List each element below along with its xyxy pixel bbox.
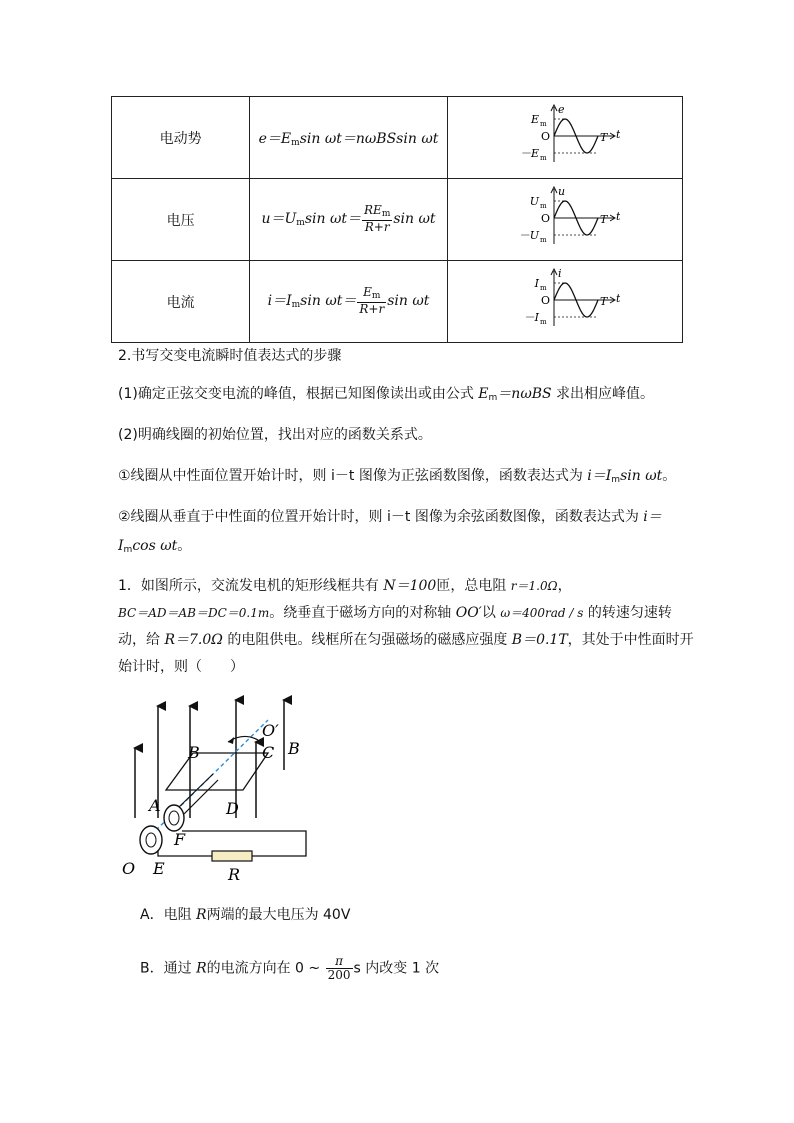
problem-text: 。绕垂直于磁场方向的对称轴 bbox=[269, 605, 456, 621]
label-o-prime: O′ bbox=[262, 721, 279, 740]
formula-amp-sub: m bbox=[291, 137, 300, 148]
problem-text: 的转速匀速转 bbox=[583, 605, 672, 621]
label-r: R bbox=[228, 865, 241, 884]
option-a-label: A．电阻 bbox=[140, 907, 197, 923]
problem-text: 1．如图所示，交流发电机的矩形线框共有 bbox=[118, 578, 384, 594]
graph-t-label: t bbox=[615, 127, 620, 141]
table-row bbox=[112, 97, 683, 179]
step-1 bbox=[118, 384, 678, 408]
graph-min-label: －U bbox=[518, 228, 539, 242]
graph-origin-label: O bbox=[540, 129, 550, 143]
case-2-end: 。 bbox=[177, 538, 192, 554]
quantity-graph bbox=[447, 179, 682, 261]
formula-amp: E bbox=[280, 130, 292, 147]
coil-frame bbox=[166, 753, 268, 790]
graph-max-label: U bbox=[529, 194, 539, 208]
formula-tail: sin ωt bbox=[393, 211, 436, 228]
problem-line-3 bbox=[118, 630, 694, 650]
turns-value: N＝100 bbox=[383, 578, 437, 594]
sine-graph bbox=[510, 104, 620, 168]
option-b-label: B．通过 bbox=[140, 960, 197, 977]
label-o: O bbox=[122, 859, 136, 878]
graph-min-sub: m bbox=[539, 153, 547, 162]
formula-wt: ωt bbox=[324, 130, 342, 147]
step-2: (2)明确线圈的初始位置，找出对应的函数关系式。 bbox=[118, 427, 432, 443]
table-row bbox=[112, 261, 683, 343]
quantity-name: 电流 bbox=[112, 261, 250, 343]
formula-amp-sub: m bbox=[296, 218, 305, 229]
fraction-denominator: 200 bbox=[327, 968, 351, 983]
label-a: A bbox=[149, 796, 161, 815]
case-2-text: ②线圈从垂直于中性面的位置开始计时，则 i－t 图像为余弦函数图像，函数表达式为 bbox=[118, 509, 644, 525]
formula-eq: ＝ bbox=[272, 293, 287, 310]
option-a-var: R bbox=[196, 907, 207, 923]
case-2-formula-sub: m bbox=[123, 545, 133, 555]
formula-eq: ＝ bbox=[270, 211, 285, 228]
quantity-graph bbox=[447, 97, 682, 179]
problem-line-2 bbox=[118, 603, 678, 623]
formula-lhs: e bbox=[258, 130, 267, 147]
option-a-text: 两端的最大电压为 40V bbox=[206, 907, 351, 923]
step-1-formula-sub: m bbox=[488, 393, 498, 403]
fraction-numerator: E bbox=[363, 285, 372, 300]
graph-min-label: －I bbox=[523, 310, 539, 324]
graph-min-label: －E bbox=[519, 146, 539, 160]
side-lengths-value: BC＝AD＝AB＝DC＝0.1m bbox=[118, 606, 270, 620]
graph-period-label: T bbox=[599, 294, 608, 308]
section-heading: 2.书写交变电流瞬时值表达式的步骤 bbox=[118, 348, 342, 364]
problem-text: 匝，总电阻 bbox=[436, 578, 511, 594]
graph-max-sub: m bbox=[539, 201, 547, 210]
problem-text: ，其处于中性面时开 bbox=[567, 632, 694, 648]
graph-min-sub: m bbox=[539, 235, 547, 244]
graph-max-label: I bbox=[534, 276, 539, 290]
resistor bbox=[212, 851, 252, 861]
case-2 bbox=[118, 507, 678, 527]
option-a[interactable] bbox=[140, 905, 700, 925]
axis-label: OO′ bbox=[455, 605, 482, 621]
graph-t-label: t bbox=[615, 209, 620, 223]
fraction-numerator: RE bbox=[364, 203, 382, 218]
case-2-formula-lhs: i＝ bbox=[643, 509, 662, 525]
label-b-field: B bbox=[288, 739, 300, 758]
graph-t-label: t bbox=[615, 291, 620, 305]
case-2-formula-rest: cos ωt bbox=[132, 538, 178, 554]
case-2-formula: I bbox=[118, 538, 124, 554]
problem-text: 以 bbox=[481, 605, 501, 621]
formula-tail: sin ωt bbox=[387, 293, 430, 310]
formula-sin: sin bbox=[300, 293, 326, 310]
case-1-end: 。 bbox=[662, 468, 677, 484]
formula-eq: ＝ bbox=[266, 130, 281, 147]
quantity-formula bbox=[250, 179, 447, 261]
graph-max-sub: m bbox=[539, 119, 547, 128]
option-b-text-end: s 内改变 1 次 bbox=[353, 960, 440, 977]
option-b-var: R bbox=[196, 960, 207, 977]
fraction-denominator: R+r bbox=[364, 220, 390, 235]
formula-amp: U bbox=[284, 211, 297, 228]
case-1-formula-sub: m bbox=[611, 475, 621, 485]
graph-period-label: T bbox=[599, 130, 608, 144]
fraction-numerator-sub: m bbox=[371, 291, 381, 302]
rotation-arrowhead bbox=[228, 737, 234, 744]
case-1-formula: i＝I bbox=[587, 468, 612, 484]
slip-ring-f bbox=[164, 805, 184, 831]
fraction-denominator: R+r bbox=[359, 302, 385, 317]
problem-text: ， bbox=[557, 578, 572, 594]
resistance-R-value: R＝7.0Ω bbox=[164, 632, 223, 648]
label-c: C bbox=[262, 743, 275, 762]
graph-var-label: u bbox=[557, 185, 565, 198]
slip-ring-e bbox=[140, 826, 162, 854]
label-f: F bbox=[174, 830, 186, 849]
step-1-text-end: 求出相应峰值。 bbox=[551, 386, 655, 402]
sine-graph bbox=[510, 186, 620, 250]
formula-lhs: u bbox=[261, 211, 271, 228]
graph-max-label: E bbox=[530, 112, 539, 126]
label-d: D bbox=[226, 799, 239, 818]
formula-lhs: i bbox=[267, 293, 273, 310]
problem-line-1 bbox=[118, 576, 678, 596]
graph-period-label: T bbox=[599, 212, 608, 226]
case-1-formula-rest: sin ωt bbox=[620, 468, 663, 484]
graph-max-sub: m bbox=[539, 283, 547, 292]
label-b-corner: B bbox=[188, 743, 200, 762]
fraction-numerator: π bbox=[326, 955, 353, 969]
case-2-continued bbox=[118, 536, 678, 560]
formula-fraction bbox=[357, 286, 386, 316]
circuit-wire bbox=[158, 850, 212, 856]
label-e: E bbox=[153, 859, 165, 878]
option-b-fraction bbox=[326, 955, 353, 982]
option-b[interactable] bbox=[140, 955, 700, 982]
graph-min-sub: m bbox=[539, 317, 547, 326]
problem-line-4: 始计时，则（ ） bbox=[118, 659, 244, 675]
formula-wt: ωt bbox=[329, 211, 348, 228]
graph-origin-label: O bbox=[540, 211, 550, 225]
table-row bbox=[112, 179, 683, 261]
formula-fraction bbox=[362, 204, 392, 234]
graph-origin-label: O bbox=[540, 293, 550, 307]
fraction-numerator-sub: m bbox=[381, 209, 391, 220]
step-1-text: (1)确定正弦交变电流的峰值，根据已知图像读出或由公式 bbox=[118, 386, 479, 402]
formula-amp-sub: m bbox=[291, 300, 301, 311]
field-strength-value: B＝0.1T bbox=[511, 632, 568, 648]
graph-var-label: e bbox=[557, 103, 565, 116]
quantity-formula bbox=[250, 97, 447, 179]
formula-tail: ＝nωBSsin ωt bbox=[341, 130, 439, 147]
generator-figure bbox=[118, 690, 318, 885]
problem-text: 的电阻供电。线框所在匀强磁场的磁感应强度 bbox=[222, 632, 512, 648]
quantity-graph bbox=[447, 261, 682, 343]
formula-sin: sin bbox=[299, 130, 325, 147]
formula-amp: I bbox=[286, 293, 292, 310]
formula-wt: ωt bbox=[325, 293, 343, 310]
quantity-name: 电动势 bbox=[112, 97, 250, 179]
option-b-text: 的电流方向在 0 ~ bbox=[206, 960, 325, 977]
quantity-name: 电压 bbox=[112, 179, 250, 261]
step-1-formula: E bbox=[478, 386, 489, 402]
ac-quantities-table bbox=[111, 96, 683, 343]
resistance-r-value: r＝1.0Ω bbox=[510, 579, 558, 593]
formula-sin: sin bbox=[304, 211, 330, 228]
case-1 bbox=[118, 466, 678, 490]
graph-var-label: i bbox=[557, 267, 562, 280]
sine-graph bbox=[510, 268, 620, 332]
step-1-formula-rest: ＝nωBS bbox=[497, 386, 552, 402]
quantity-formula bbox=[250, 261, 447, 343]
formula-eq2: ＝ bbox=[347, 211, 362, 228]
formula-eq2: ＝ bbox=[342, 293, 357, 310]
angular-speed-value: ω＝400rad / s bbox=[500, 606, 584, 620]
case-1-text: ①线圈从中性面位置开始计时，则 i－t 图像为正弦函数图像，函数表达式为 bbox=[118, 468, 588, 484]
problem-text: 动，给 bbox=[118, 632, 165, 648]
